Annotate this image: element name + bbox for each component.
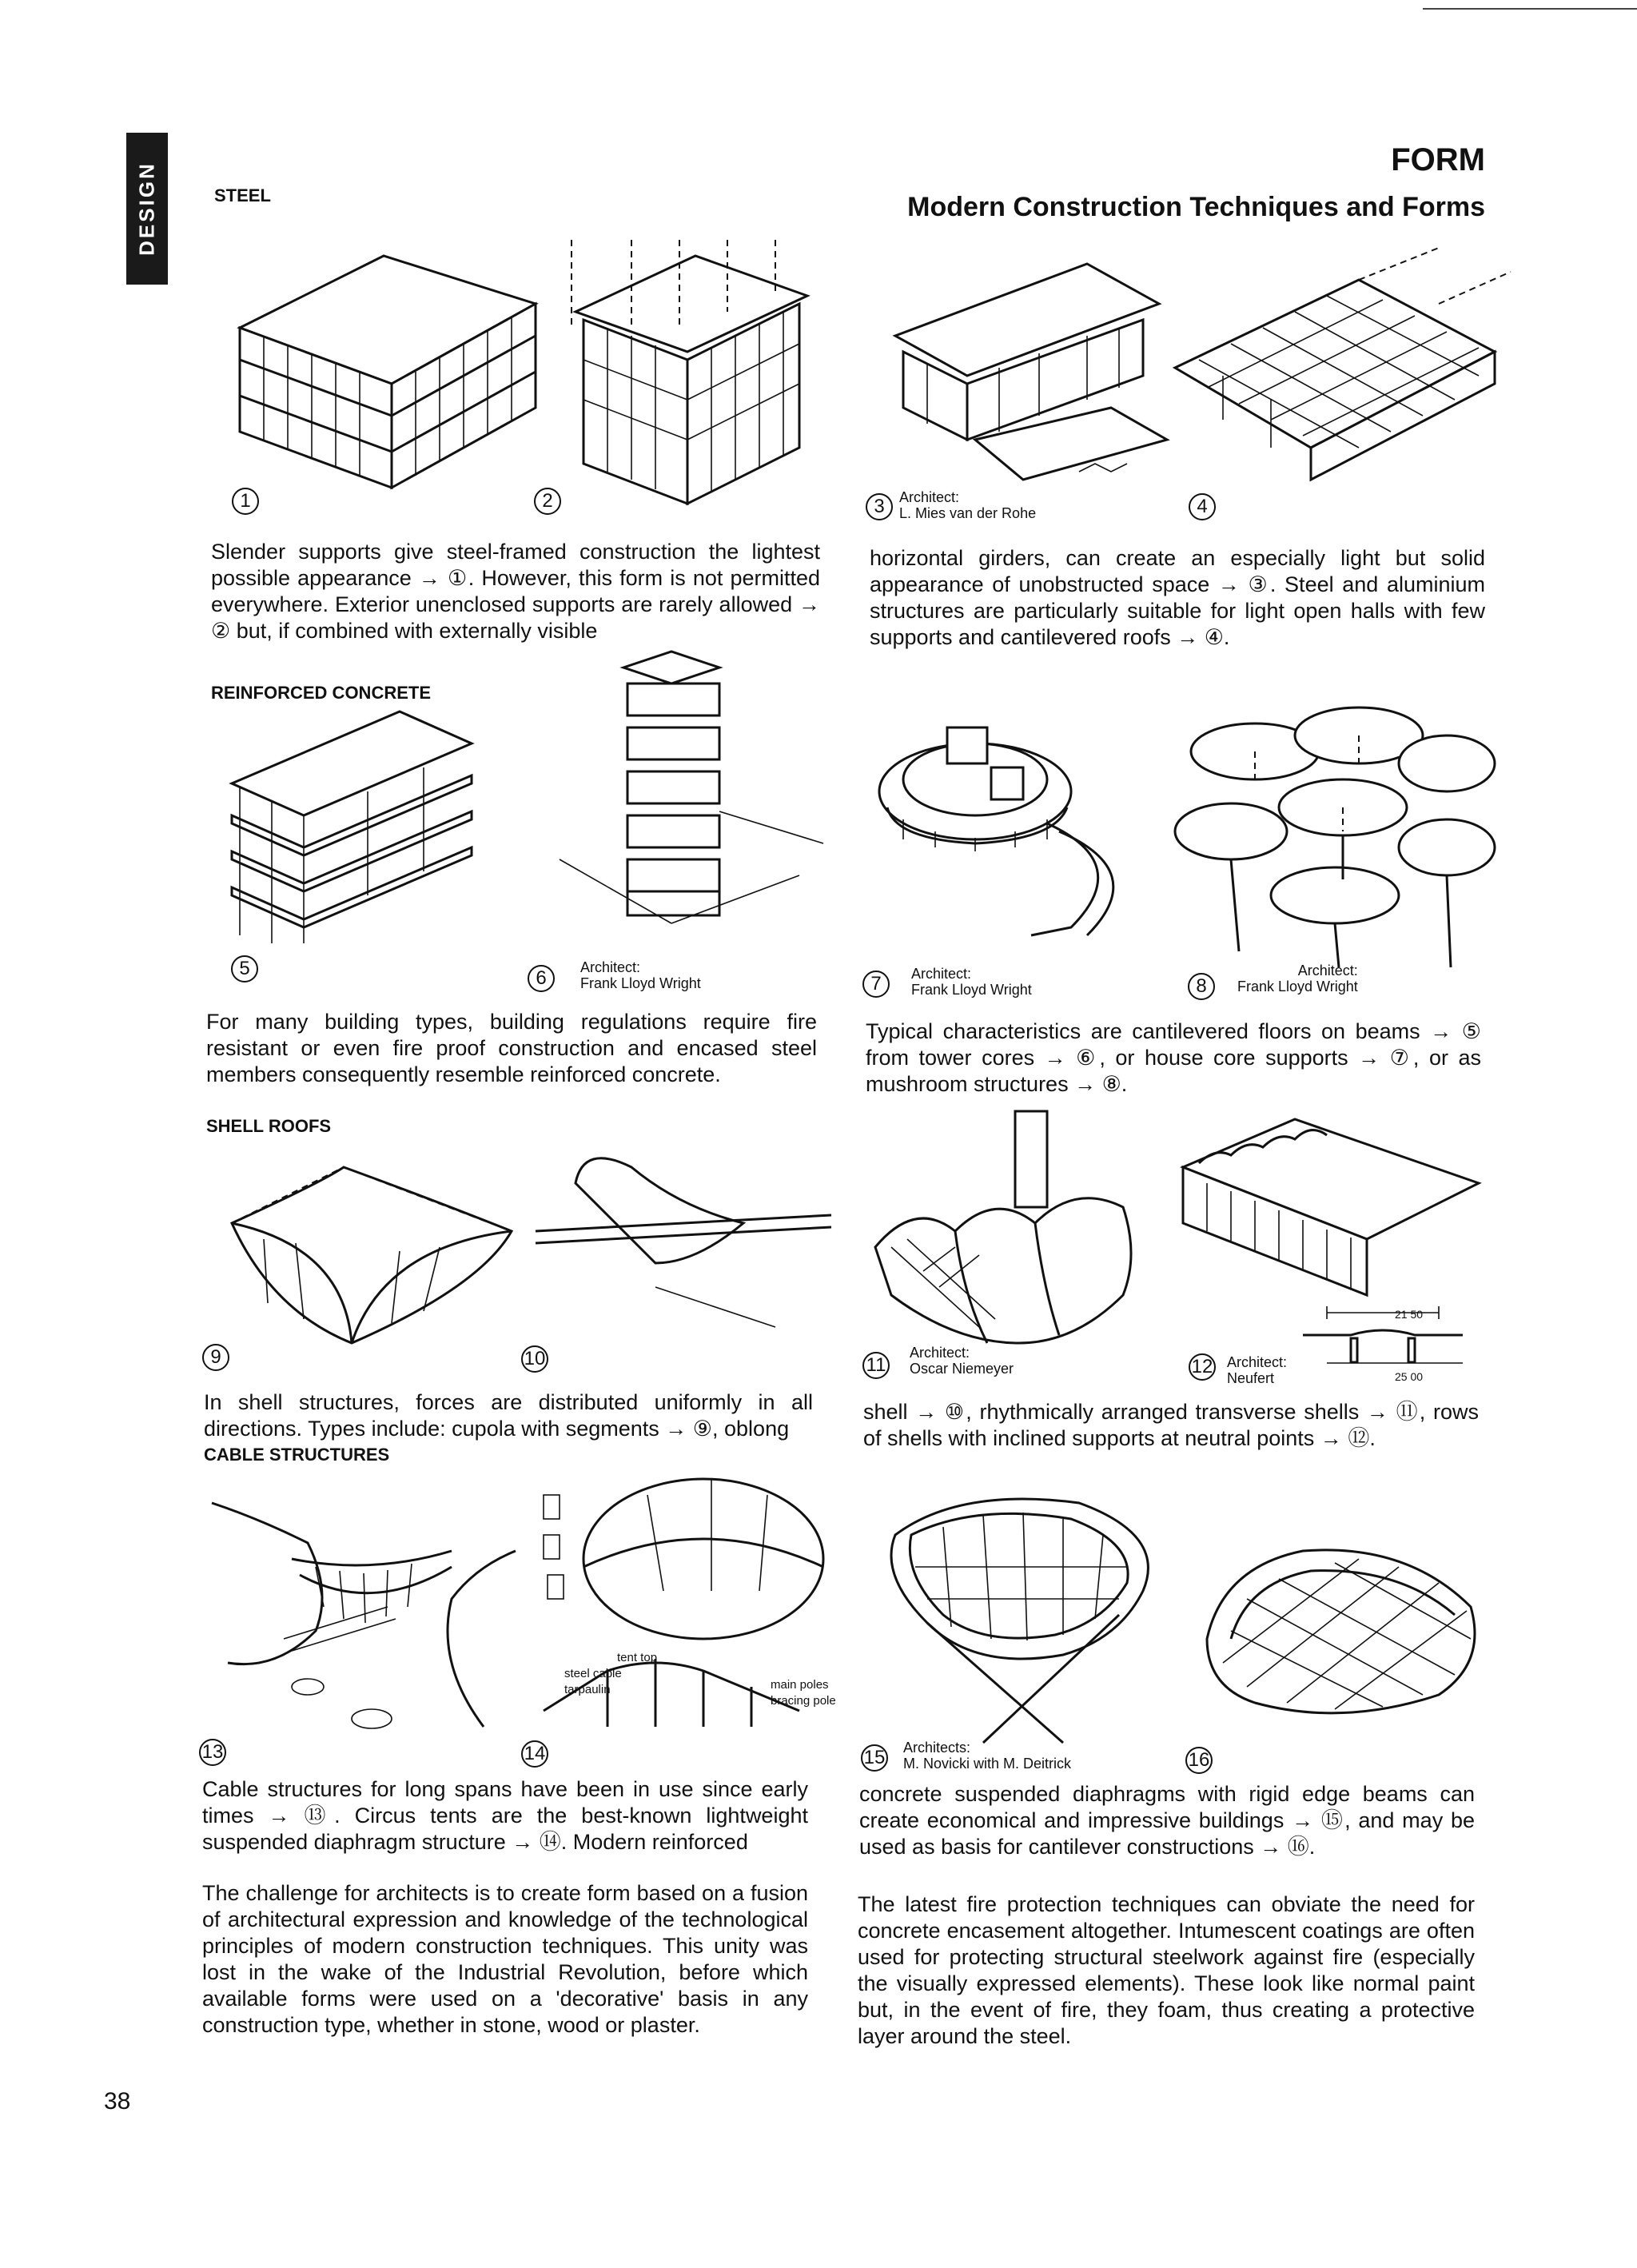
section-reinforced-concrete: REINFORCED CONCRETE xyxy=(211,683,432,703)
figure-number-16: 16 xyxy=(1185,1747,1213,1774)
steel-text-left: Slender supports give steel-framed construction the lightest possible appearance → ①. However, this form is not permitted everywhere. Exterior unenclosed supports are rarely allowed → ② but, if combined with externally visible xyxy=(211,540,820,643)
figure-11-drawing xyxy=(859,1111,1171,1351)
figure-6-drawing xyxy=(560,652,831,947)
figure-12-credit xyxy=(1227,1354,1287,1386)
page-number: 38 xyxy=(104,2088,131,2115)
f14-label-steel-cable: steel cable xyxy=(564,1667,622,1680)
figure-8-drawing xyxy=(1183,688,1487,975)
cable-text-right: concrete suspended diaphragms with rigid edge beams can create economical and impressive buildings → ⑮, and may be used as basis for cantilever constructions → ⑯. xyxy=(859,1782,1475,1859)
figure-3-credit xyxy=(899,489,1036,521)
figure-7-drawing xyxy=(871,704,1159,943)
figure-12-section-drawing xyxy=(1303,1303,1463,1375)
figure-number-7: 7 xyxy=(862,971,890,998)
figure-number-15: 15 xyxy=(861,1744,888,1772)
figure-number-8: 8 xyxy=(1188,973,1215,1000)
credit-name: Frank Lloyd Wright xyxy=(1237,979,1358,994)
shell-text-right: shell → ⑩, rhythmically arranged transverse shells → ⑪, rows of shells with inclined supports at neutral points → ⑫. xyxy=(863,1400,1479,1450)
credit-label: Architects: xyxy=(903,1740,971,1756)
figure-9-drawing xyxy=(224,1151,520,1359)
figure-number-9: 9 xyxy=(202,1344,229,1371)
credit-name: L. Mies van der Rohe xyxy=(899,505,1037,521)
figure-number-3: 3 xyxy=(866,493,893,520)
figure-number-1: 1 xyxy=(232,488,259,515)
figure-number-13: 13 xyxy=(199,1739,226,1766)
rc-text-right: Typical characteristics are cantilevered floors on beams → ⑤ from tower cores → ⑥, or house core supports → ⑦, or as mushroom structures → ⑧. xyxy=(866,1019,1481,1096)
cable-text-left: Cable structures for long spans have been in use since early times → ⑬. Circus tents are the best-known lightweight suspended diaphragm structure → ⑭. Modern reinforced xyxy=(202,1777,808,1854)
figure-number-12: 12 xyxy=(1189,1353,1216,1381)
closing-text-left: The challenge for architects is to create form based on a fusion of architectural expression and knowledge of the technological principles of modern construction techniques. This unity was lost in the wake of the Industrial Revolution, before which available forms were used on a 'decorative' basis in any construction type, whether in stone, wood or plaster. xyxy=(202,1881,808,2037)
figure-6-credit xyxy=(580,959,701,991)
credit-label: Architect: xyxy=(910,1345,970,1361)
figure-number-5: 5 xyxy=(231,955,258,983)
credit-name: Frank Lloyd Wright xyxy=(580,975,701,991)
f14-label-main-poles: main poles xyxy=(771,1678,829,1692)
figure-8-credit xyxy=(1237,963,1358,994)
steel-label: STEEL xyxy=(214,185,271,205)
section-tab: DESIGN xyxy=(126,133,168,285)
figure-3-drawing xyxy=(879,256,1167,496)
steel-text-right: horizontal girders, can create an especially light but solid appearance of unobstructed space → ③. Steel and aluminium structures are particularly suitable for light open halls with few supports and cantilevered roofs → ④. xyxy=(870,546,1485,649)
closing-text-right: The latest fire protection techniques can obviate the need for concrete encasement altogether. Intumescent coatings are often used for protecting structural steelwork against fire (especially the visually expressed elements). These look like normal paint but, in the event of fire, they foam, thus creating a protective layer around the steel. xyxy=(858,1892,1475,2048)
credit-label: Architect: xyxy=(911,966,972,982)
credit-label: Architect: xyxy=(580,959,641,975)
figure-5-drawing xyxy=(224,711,480,943)
figure-12-drawing xyxy=(1183,1111,1487,1311)
page-title: FORM xyxy=(1391,142,1485,177)
section-shell-roofs: SHELL ROOFS xyxy=(206,1116,332,1136)
f14-label-tent-top: tent top xyxy=(617,1651,658,1664)
rc-text-left: For many building types, building regulations require fire resistant or even fire proof construction and encased steel members consequently resemble reinforced concrete. xyxy=(206,1010,817,1086)
credit-label: Architect: xyxy=(1297,963,1358,979)
figure-15-credit xyxy=(903,1740,1071,1772)
f14-label-bracing-pole: bracing pole xyxy=(771,1694,836,1708)
credit-name: Frank Lloyd Wright xyxy=(911,982,1032,998)
figure-number-14: 14 xyxy=(521,1740,548,1768)
credit-label: Architect: xyxy=(899,489,960,505)
figure-12-dim-bottom: 25 00 xyxy=(1395,1370,1424,1383)
figure-2-drawing xyxy=(576,240,815,520)
figure-1-drawing xyxy=(240,248,544,512)
credit-label: Architect: xyxy=(1227,1354,1288,1370)
figure-number-10: 10 xyxy=(521,1345,548,1373)
figure-11-credit xyxy=(910,1345,1014,1377)
credit-name: Neufert xyxy=(1227,1370,1275,1386)
credit-name: M. Novicki with M. Deitrick xyxy=(903,1756,1072,1772)
section-cable-structures: CABLE STRUCTURES xyxy=(204,1445,390,1465)
figure-12-dim-top: 21 50 xyxy=(1395,1308,1424,1321)
top-rule xyxy=(1423,8,1637,10)
figure-number-11: 11 xyxy=(862,1352,890,1379)
credit-name: Oscar Niemeyer xyxy=(910,1361,1014,1377)
figure-13-drawing xyxy=(212,1487,516,1743)
figure-7-credit xyxy=(911,966,1032,998)
shell-text-left: In shell structures, forces are distributed uniformly in all directions. Types include: cupola with segments → ⑨, oblong xyxy=(204,1390,813,1441)
page-subtitle: Modern Construction Techniques and Forms xyxy=(907,192,1485,222)
figure-number-6: 6 xyxy=(528,965,555,992)
figure-15-drawing xyxy=(879,1487,1167,1751)
figure-number-2: 2 xyxy=(534,488,561,515)
figure-4-drawing xyxy=(1175,248,1503,512)
figure-number-4: 4 xyxy=(1189,493,1216,520)
figure-10-drawing xyxy=(536,1151,839,1351)
figure-16-drawing xyxy=(1199,1535,1487,1727)
f14-label-tarpaulin: tarpaulin xyxy=(564,1683,611,1696)
